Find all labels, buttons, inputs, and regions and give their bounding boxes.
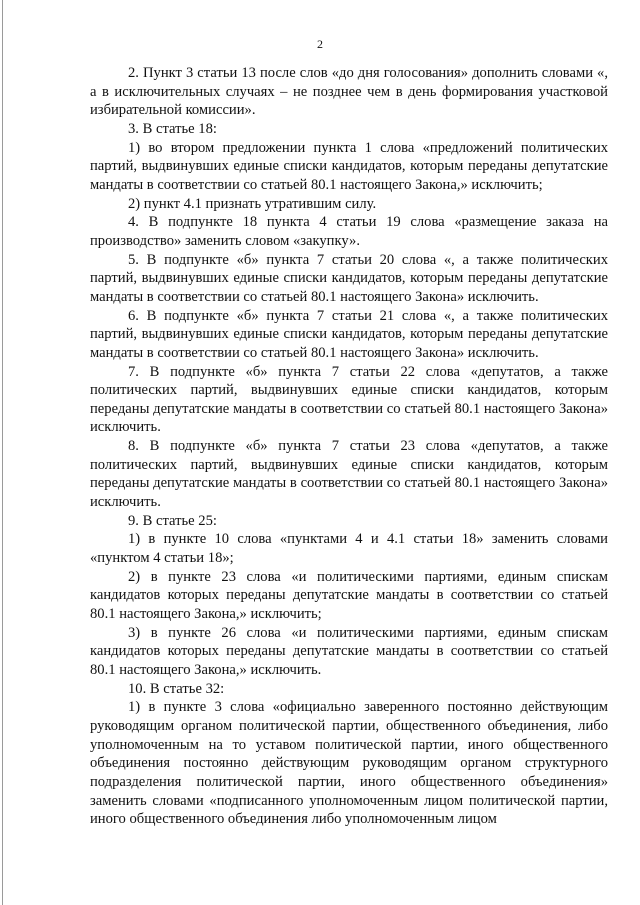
paragraph-item-10-heading: 10. В статье 32:	[128, 680, 225, 697]
paragraph-item-8: 8. В подпункте «б» пункта 7 статьи 23 слова «депутатов, а также политических партий, выдвинувших единые списки кандидатов, которым переданы депутатские мандаты в соответствии со статьей 80.1 настоящего Закона» исключить.	[90, 438, 608, 511]
page-number: 2	[317, 37, 323, 51]
paragraph-item-3-sub-1: 1) во втором предложении пункта 1 слова «предложений политических партий, выдвинувших единые списки кандидатов, которым переданы депутатские мандаты в соответствии со статьей 80.1 настоящего Закона,» исключить;	[90, 139, 608, 193]
paragraph-item-5: 5. В подпункте «б» пункта 7 статьи 20 слова «, а также политических партий, выдвинувших единые списки кандидатов, которым переданы депутатские мандаты в соответствии со статьей 80.1 настоящего Закона» исключить.	[90, 251, 608, 305]
paragraph-item-10-sub-1: 1) в пункте 3 слова «официально заверенного постоянно действующим руководящим органом политической партии, общественного объединения, либо уполномоченным на то уставом политической партии, иного общественного объединения постоянно действующим руководящим органом структурного подразделения политической партии, иного общественного объединения» заменить словами «подписанного уполномоченным лицом политической партии, иного общественного объединения либо уполномоченным лицом	[90, 699, 608, 828]
paragraph-item-4: 4. В подпункте 18 пункта 4 статьи 19 слова «размещение заказа на производство» заменить словом «закупку».	[90, 214, 608, 249]
paragraph-item-2: 2. Пункт 3 статьи 13 после слов «до дня голосования» дополнить словами «, а в исключительных случаях – не позднее чем в день формирования участковой избирательной комиссии».	[90, 65, 608, 119]
document-body	[90, 64, 608, 829]
paragraph-item-3-sub-2: 2) пункт 4.1 признать утратившим силу.	[128, 195, 377, 212]
paragraph-item-9-sub-2: 2) в пункте 23 слова «и политическими партиями, единым спискам кандидатов которых переданы депутатские мандаты в соответствии со статьей 80.1 настоящего Закона,» исключить;	[90, 568, 608, 623]
page-edge-line	[2, 0, 3, 905]
paragraph-item-7: 7. В подпункте «б» пункта 7 статьи 22 слова «депутатов, а также политических партий, выдвинувших единые списки кандидатов, которым переданы депутатские мандаты в соответствии со статьей 80.1 настоящего Закона» исключить.	[90, 363, 608, 436]
paragraph-item-9-heading: 9. В статье 25:	[128, 512, 217, 529]
paragraph-item-9-sub-3: 3) в пункте 26 слова «и политическими партиями, единым спискам кандидатов которых переданы депутатские мандаты в соответствии со статьей 80.1 настоящего Закона,» исключить.	[90, 624, 608, 678]
paragraph-item-9-sub-1: 1) в пункте 10 слова «пунктами 4 и 4.1 статьи 18» заменить словами «пунктом 4 статьи 18»;	[90, 531, 608, 567]
paragraph-item-3-heading: 3. В статье 18:	[128, 120, 217, 137]
paragraph-item-6: 6. В подпункте «б» пункта 7 статьи 21 слова «, а также политических партий, выдвинувших единые списки кандидатов, которым переданы депутатские мандаты в соответствии со статьей 80.1 настоящего Закона» исключить.	[90, 307, 608, 361]
